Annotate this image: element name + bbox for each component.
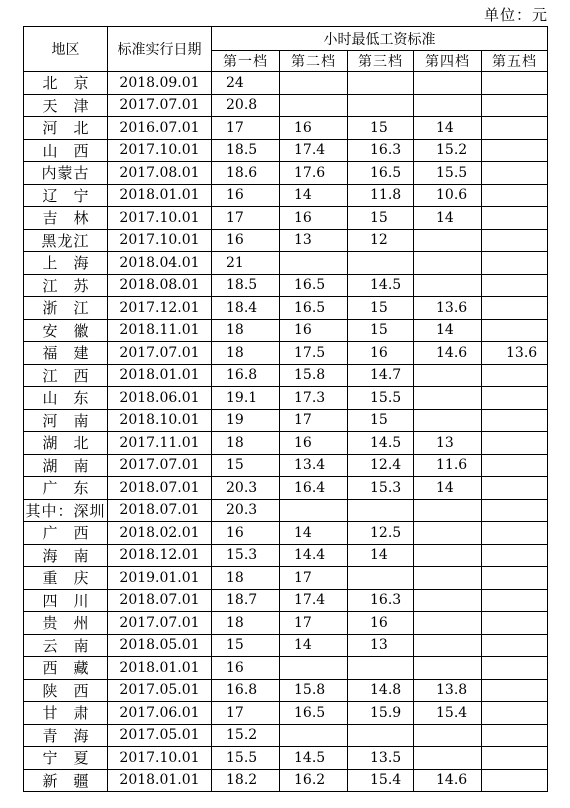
table-row xyxy=(24,117,548,140)
tier-1-cell: 16.8 xyxy=(212,364,280,387)
region-cell: 西藏 xyxy=(24,657,108,680)
tier-1-cell: 20.3 xyxy=(212,477,280,500)
date-cell: 2018.04.01 xyxy=(108,252,212,275)
tier-5-cell xyxy=(482,162,548,185)
table-body xyxy=(24,72,548,792)
region-cell: 湖南 xyxy=(24,454,108,477)
date-cell: 2017.05.01 xyxy=(108,724,212,747)
region-cell: 云南 xyxy=(24,634,108,657)
tier-2-cell xyxy=(280,94,348,117)
tier-4-cell xyxy=(414,94,482,117)
date-cell: 2017.07.01 xyxy=(108,454,212,477)
tier-3-cell: 15.9 xyxy=(348,702,414,725)
tier-1-cell: 19.1 xyxy=(212,387,280,410)
table-row xyxy=(24,522,548,545)
date-cell: 2018.12.01 xyxy=(108,544,212,567)
table-row xyxy=(24,477,548,500)
tier-5-cell xyxy=(482,544,548,567)
tier-3-cell: 15.5 xyxy=(348,387,414,410)
tier-5-cell: 13.6 xyxy=(482,342,548,365)
tier-1-cell: 18.5 xyxy=(212,139,280,162)
region-cell: 山东 xyxy=(24,387,108,410)
tier-4-cell: 14 xyxy=(414,477,482,500)
tier-1-header: 第一档 xyxy=(212,51,280,72)
tier-2-header: 第二档 xyxy=(280,51,348,72)
region-cell: 福建 xyxy=(24,342,108,365)
tier-4-cell xyxy=(414,229,482,252)
date-cell: 2017.11.01 xyxy=(108,432,212,455)
tier-5-cell xyxy=(482,229,548,252)
region-cell: 河南 xyxy=(24,409,108,432)
tier-3-cell: 16 xyxy=(348,612,414,635)
table-row xyxy=(24,567,548,590)
tier-4-cell xyxy=(414,252,482,275)
tier-1-cell: 15.2 xyxy=(212,724,280,747)
region-cell: 重庆 xyxy=(24,567,108,590)
date-cell: 2018.05.01 xyxy=(108,634,212,657)
tier-5-cell xyxy=(482,679,548,702)
tier-1-cell: 15.5 xyxy=(212,747,280,770)
tier-2-cell: 17.4 xyxy=(280,589,348,612)
tier-1-cell: 18 xyxy=(212,342,280,365)
tier-1-cell: 21 xyxy=(212,252,280,275)
region-cell: 其中：深圳 xyxy=(24,499,108,522)
tier-1-cell: 16 xyxy=(212,229,280,252)
region-cell: 贵州 xyxy=(24,612,108,635)
table-row xyxy=(24,162,548,185)
table-row xyxy=(24,297,548,320)
tier-1-cell: 24 xyxy=(212,72,280,95)
table-row xyxy=(24,207,548,230)
table-row xyxy=(24,342,548,365)
tier-3-cell xyxy=(348,72,414,95)
tier-5-cell xyxy=(482,589,548,612)
table-row xyxy=(24,612,548,635)
tier-2-cell: 13.4 xyxy=(280,454,348,477)
tier-3-cell xyxy=(348,724,414,747)
tier-3-cell: 13 xyxy=(348,634,414,657)
tier-1-cell: 15.3 xyxy=(212,544,280,567)
table-row xyxy=(24,319,548,342)
region-cell: 江西 xyxy=(24,364,108,387)
tier-1-cell: 18.2 xyxy=(212,769,280,792)
tier-3-cell: 12.5 xyxy=(348,522,414,545)
date-cell: 2018.01.01 xyxy=(108,769,212,792)
table-row xyxy=(24,432,548,455)
tier-5-cell xyxy=(482,364,548,387)
tier-5-cell xyxy=(482,274,548,297)
region-cell: 新疆 xyxy=(24,769,108,792)
table-row xyxy=(24,274,548,297)
tier-3-cell: 15.4 xyxy=(348,769,414,792)
region-cell: 甘肃 xyxy=(24,702,108,725)
tier-3-cell xyxy=(348,657,414,680)
tier-2-cell: 16 xyxy=(280,319,348,342)
tier-3-cell: 13.5 xyxy=(348,747,414,770)
date-cell: 2018.02.01 xyxy=(108,522,212,545)
tier-4-cell xyxy=(414,567,482,590)
table-row xyxy=(24,184,548,207)
table-row xyxy=(24,229,548,252)
tier-2-cell: 16.2 xyxy=(280,769,348,792)
date-cell: 2017.10.01 xyxy=(108,139,212,162)
tier-3-cell: 16.3 xyxy=(348,589,414,612)
tier-2-cell: 14 xyxy=(280,634,348,657)
tier-4-cell xyxy=(414,657,482,680)
tier-2-cell: 17 xyxy=(280,409,348,432)
tier-4-cell xyxy=(414,747,482,770)
tier-3-cell: 15 xyxy=(348,207,414,230)
date-cell: 2018.07.01 xyxy=(108,589,212,612)
tier-3-cell xyxy=(348,252,414,275)
tier-2-cell: 16 xyxy=(280,432,348,455)
tier-4-cell xyxy=(414,72,482,95)
table-row xyxy=(24,769,548,792)
tier-1-cell: 16 xyxy=(212,522,280,545)
region-cell: 广东 xyxy=(24,477,108,500)
tier-5-cell xyxy=(482,72,548,95)
region-cell: 上海 xyxy=(24,252,108,275)
tier-2-cell: 16 xyxy=(280,207,348,230)
date-cell: 2018.07.01 xyxy=(108,477,212,500)
tier-2-cell: 14 xyxy=(280,184,348,207)
table-row xyxy=(24,409,548,432)
region-cell: 海南 xyxy=(24,544,108,567)
tier-5-cell xyxy=(482,724,548,747)
tier-2-cell xyxy=(280,499,348,522)
minimum-wage-table xyxy=(23,26,548,792)
tier-2-cell: 17.6 xyxy=(280,162,348,185)
tier-5-cell xyxy=(482,747,548,770)
tier-4-cell: 11.6 xyxy=(414,454,482,477)
tier-5-cell xyxy=(482,522,548,545)
tier-4-cell xyxy=(414,364,482,387)
tier-4-cell xyxy=(414,612,482,635)
table-row xyxy=(24,94,548,117)
tier-5-cell xyxy=(482,477,548,500)
tier-3-cell: 15 xyxy=(348,319,414,342)
tier-3-cell: 12.4 xyxy=(348,454,414,477)
region-cell: 湖北 xyxy=(24,432,108,455)
tier-3-cell: 16.5 xyxy=(348,162,414,185)
tier-4-cell: 14 xyxy=(414,207,482,230)
tier-5-cell xyxy=(482,499,548,522)
tier-3-cell xyxy=(348,499,414,522)
date-cell: 2017.10.01 xyxy=(108,747,212,770)
tier-3-header: 第三档 xyxy=(348,51,414,72)
date-cell: 2018.08.01 xyxy=(108,274,212,297)
region-cell: 山西 xyxy=(24,139,108,162)
tier-1-cell: 15 xyxy=(212,634,280,657)
date-cell: 2017.08.01 xyxy=(108,162,212,185)
region-cell: 北京 xyxy=(24,72,108,95)
date-cell: 2018.07.01 xyxy=(108,499,212,522)
region-cell: 陕西 xyxy=(24,679,108,702)
tier-2-cell: 16 xyxy=(280,117,348,140)
tier-5-cell xyxy=(482,567,548,590)
region-cell: 四川 xyxy=(24,589,108,612)
tier-4-cell: 13.8 xyxy=(414,679,482,702)
tier-5-cell xyxy=(482,409,548,432)
tier-1-cell: 17 xyxy=(212,117,280,140)
region-cell: 黑龙江 xyxy=(24,229,108,252)
tier-2-cell: 16.5 xyxy=(280,702,348,725)
tier-5-cell xyxy=(482,297,548,320)
date-cell: 2017.07.01 xyxy=(108,342,212,365)
table-row xyxy=(24,387,548,410)
tier-1-cell: 17 xyxy=(212,702,280,725)
tier-5-cell xyxy=(482,207,548,230)
date-cell: 2017.07.01 xyxy=(108,612,212,635)
tier-3-cell: 11.8 xyxy=(348,184,414,207)
tier-4-cell xyxy=(414,544,482,567)
tier-4-cell: 10.6 xyxy=(414,184,482,207)
tier-4-cell: 15.5 xyxy=(414,162,482,185)
table-row xyxy=(24,139,548,162)
tier-4-cell xyxy=(414,589,482,612)
tier-3-cell: 15.3 xyxy=(348,477,414,500)
tier-3-cell: 14.7 xyxy=(348,364,414,387)
date-cell: 2018.01.01 xyxy=(108,657,212,680)
tier-3-cell: 12 xyxy=(348,229,414,252)
tier-2-cell xyxy=(280,72,348,95)
hourly-wage-group-header: 小时最低工资标准 xyxy=(212,27,548,51)
date-cell: 2018.10.01 xyxy=(108,409,212,432)
region-cell: 宁夏 xyxy=(24,747,108,770)
table-row xyxy=(24,679,548,702)
table-row xyxy=(24,589,548,612)
tier-4-cell xyxy=(414,409,482,432)
tier-1-cell: 18.7 xyxy=(212,589,280,612)
region-cell: 天津 xyxy=(24,94,108,117)
tier-2-cell: 17.4 xyxy=(280,139,348,162)
tier-4-cell: 13.6 xyxy=(414,297,482,320)
region-cell: 内蒙古 xyxy=(24,162,108,185)
region-cell: 广西 xyxy=(24,522,108,545)
region-cell: 吉林 xyxy=(24,207,108,230)
tier-5-cell xyxy=(482,139,548,162)
tier-2-cell: 13 xyxy=(280,229,348,252)
table-row xyxy=(24,747,548,770)
tier-2-cell: 17 xyxy=(280,567,348,590)
tier-1-cell: 15 xyxy=(212,454,280,477)
tier-1-cell: 18 xyxy=(212,432,280,455)
table-row xyxy=(24,657,548,680)
date-cell: 2017.12.01 xyxy=(108,297,212,320)
tier-1-cell: 18 xyxy=(212,319,280,342)
table-row xyxy=(24,252,548,275)
tier-4-header: 第四档 xyxy=(414,51,482,72)
date-cell: 2018.09.01 xyxy=(108,72,212,95)
table-row xyxy=(24,72,548,95)
table-row xyxy=(24,702,548,725)
tier-2-cell xyxy=(280,252,348,275)
tier-4-cell xyxy=(414,522,482,545)
tier-3-cell: 15 xyxy=(348,117,414,140)
tier-1-cell: 18.5 xyxy=(212,274,280,297)
date-cell: 2017.10.01 xyxy=(108,229,212,252)
tier-5-cell xyxy=(482,634,548,657)
tier-5-cell xyxy=(482,319,548,342)
table-row xyxy=(24,634,548,657)
region-cell: 青海 xyxy=(24,724,108,747)
region-cell: 河北 xyxy=(24,117,108,140)
date-cell: 2018.11.01 xyxy=(108,319,212,342)
tier-5-header: 第五档 xyxy=(482,51,548,72)
tier-4-cell xyxy=(414,634,482,657)
date-cell: 2017.05.01 xyxy=(108,679,212,702)
date-header: 标准实行日期 xyxy=(108,27,212,72)
tier-2-cell: 14.4 xyxy=(280,544,348,567)
tier-1-cell: 16 xyxy=(212,184,280,207)
tier-3-cell: 14.5 xyxy=(348,274,414,297)
date-cell: 2016.07.01 xyxy=(108,117,212,140)
date-cell: 2017.07.01 xyxy=(108,94,212,117)
tier-5-cell xyxy=(482,612,548,635)
tier-4-cell: 13 xyxy=(414,432,482,455)
tier-4-cell: 15.2 xyxy=(414,139,482,162)
tier-4-cell: 14.6 xyxy=(414,342,482,365)
tier-1-cell: 19 xyxy=(212,409,280,432)
table-row xyxy=(24,364,548,387)
tier-3-cell xyxy=(348,94,414,117)
unit-label: 单位：元 xyxy=(483,6,548,24)
tier-3-cell: 14.8 xyxy=(348,679,414,702)
tier-2-cell xyxy=(280,724,348,747)
tier-2-cell: 14.5 xyxy=(280,747,348,770)
date-cell: 2017.10.01 xyxy=(108,207,212,230)
region-header: 地区 xyxy=(24,27,108,72)
tier-5-cell xyxy=(482,432,548,455)
tier-2-cell: 17 xyxy=(280,612,348,635)
date-cell: 2017.06.01 xyxy=(108,702,212,725)
tier-1-cell: 20.3 xyxy=(212,499,280,522)
region-cell: 浙江 xyxy=(24,297,108,320)
tier-2-cell: 17.3 xyxy=(280,387,348,410)
tier-4-cell: 15.4 xyxy=(414,702,482,725)
tier-3-cell xyxy=(348,567,414,590)
tier-2-cell: 16.4 xyxy=(280,477,348,500)
table-row xyxy=(24,499,548,522)
tier-2-cell: 15.8 xyxy=(280,364,348,387)
tier-2-cell: 16.5 xyxy=(280,274,348,297)
table-row xyxy=(24,544,548,567)
tier-5-cell xyxy=(482,184,548,207)
tier-1-cell: 16 xyxy=(212,657,280,680)
tier-1-cell: 18 xyxy=(212,612,280,635)
tier-5-cell xyxy=(482,702,548,725)
tier-3-cell: 16 xyxy=(348,342,414,365)
table-row xyxy=(24,454,548,477)
tier-2-cell xyxy=(280,657,348,680)
tier-3-cell: 14 xyxy=(348,544,414,567)
tier-5-cell xyxy=(482,454,548,477)
date-cell: 2018.01.01 xyxy=(108,364,212,387)
tier-4-cell: 14 xyxy=(414,319,482,342)
region-cell: 江苏 xyxy=(24,274,108,297)
tier-4-cell xyxy=(414,387,482,410)
tier-5-cell xyxy=(482,252,548,275)
tier-5-cell xyxy=(482,387,548,410)
region-cell: 安徽 xyxy=(24,319,108,342)
tier-2-cell: 14 xyxy=(280,522,348,545)
tier-1-cell: 18.4 xyxy=(212,297,280,320)
region-cell: 辽宁 xyxy=(24,184,108,207)
table-row xyxy=(24,724,548,747)
tier-3-cell: 15 xyxy=(348,297,414,320)
date-cell: 2019.01.01 xyxy=(108,567,212,590)
tier-2-cell: 15.8 xyxy=(280,679,348,702)
tier-4-cell xyxy=(414,499,482,522)
tier-4-cell xyxy=(414,274,482,297)
tier-4-cell xyxy=(414,724,482,747)
tier-4-cell: 14.6 xyxy=(414,769,482,792)
tier-1-cell: 20.8 xyxy=(212,94,280,117)
tier-3-cell: 14.5 xyxy=(348,432,414,455)
tier-3-cell: 16.3 xyxy=(348,139,414,162)
date-cell: 2018.06.01 xyxy=(108,387,212,410)
tier-1-cell: 16.8 xyxy=(212,679,280,702)
tier-5-cell xyxy=(482,94,548,117)
tier-5-cell xyxy=(482,657,548,680)
tier-2-cell: 16.5 xyxy=(280,297,348,320)
date-cell: 2018.01.01 xyxy=(108,184,212,207)
tier-5-cell xyxy=(482,117,548,140)
tier-1-cell: 18 xyxy=(212,567,280,590)
tier-3-cell: 15 xyxy=(348,409,414,432)
tier-2-cell: 17.5 xyxy=(280,342,348,365)
tier-1-cell: 18.6 xyxy=(212,162,280,185)
tier-4-cell: 14 xyxy=(414,117,482,140)
tier-5-cell xyxy=(482,769,548,792)
tier-1-cell: 17 xyxy=(212,207,280,230)
